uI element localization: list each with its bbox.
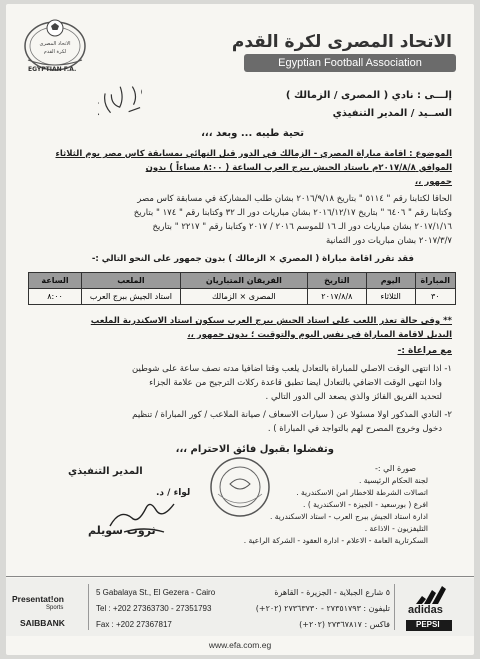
considerations-heading: مع مراعاة :-: [397, 346, 452, 356]
fax-arabic: فاكس : ٢٧٣٦٧٨١٧ (٢٠٢+): [299, 620, 390, 629]
svg-text:الاتحاد المصرى: الاتحاد المصرى: [39, 41, 71, 47]
sponsor-presentation-logo: Presentat!on: [12, 594, 64, 604]
handwritten-date-annotation: [98, 66, 142, 140]
footer: [6, 578, 474, 636]
paragraph-line-3: ٢٠١٧/١/١٦ بشان مباريات دور الـ ١٦ للموسم ٢٠١٦ / ٢٠١٧ وكتابنا رقم " ٢٢١٧ " بتاريخ: [152, 222, 452, 232]
signatory-rank: لواء / د.: [156, 488, 191, 498]
footer-separator: [88, 584, 89, 630]
address-english: 5 Gabalaya St., El Gezera - Cairo: [96, 588, 216, 597]
signatory-name: ثروت سويلم: [88, 524, 156, 537]
copy-recipient: السكرتارية العامة - الاعلام - ادارة العقود - الشركة الراعية .: [243, 536, 428, 545]
svg-text:لكرة القدم: لكرة القدم: [43, 49, 67, 55]
copy-recipient: اتصالات الشرطة للاخطار امن الاسكندرية .: [296, 488, 428, 497]
table-cell: الثلاثاء: [366, 289, 415, 305]
decision-line: فقد تقرر اقامة مباراة ( المصري × الزمالك ) بدون جمهور على النحو التالي :-: [91, 254, 414, 264]
column-header: الساعة: [29, 273, 82, 289]
column-header: الفريقان المتباريان: [180, 273, 307, 289]
column-header: التاريخ: [307, 273, 366, 289]
alternate-venue-note-2: البديل لاقامة المباراة في نفس اليوم والتوقيت ؛ بدون جمهور ،،: [187, 330, 452, 340]
adidas-stripes-icon: [410, 586, 450, 604]
rule-2-line-2: دخول وخروج المصرح لهم بالتواجد في المباراة ) .: [267, 424, 442, 434]
subject-line-1: الموضوع : اقامة مباراة المصري - الزمالك في الدور قبل النهائي بمسابقة كاس مصر يوم الثلاثاء: [55, 149, 452, 159]
paragraph-line-4: ٢٠١٧/٣/٧ بشان مباريات دور الثمانية: [326, 236, 452, 246]
copy-recipient: ادارة استاد الجيش ببرج العرب - استاد الاسكندرية .: [269, 512, 428, 521]
footer-separator: [394, 584, 395, 630]
copy-recipient: افرع ( بورسعيد - الجيزة - الاسكندرية ) .: [303, 500, 428, 509]
table-header-row: [29, 273, 456, 289]
table-cell: ٨:٠٠: [29, 289, 82, 305]
paragraph-line-2: وكتابنا رقم " ٦٤٠٦ " بتاريخ ٢٠١٦/١٢/١٧ بشان مباريات دور الـ ٣٢ وكتابنا رقم " ١٧٤ " بتاريخ: [133, 208, 452, 218]
subject-line-2: الموافق ٢٠١٧/٨/٨م باستاد الجيش ببرج العرب الساعة ( ٨:٠٠ مساءاً ) بدون: [145, 163, 452, 173]
column-header: المباراة: [415, 273, 455, 289]
sponsor-pepsi-logo: PEPSI: [416, 620, 440, 629]
rule-1-line-3: لتحديد الفريق الفائز والذي يصعد الى الدور التالي .: [265, 392, 442, 402]
addressee-line: إلـــى : نادي ( المصرى / الزمالك ): [285, 90, 452, 101]
table-cell: ٢٠١٧/٨/٨: [307, 289, 366, 305]
efa-emblem-icon: [20, 14, 90, 84]
table-cell: استاد الجيش ببرج العرب: [82, 289, 181, 305]
table-row: [29, 289, 456, 305]
table-cell: المصرى × الزمالك: [180, 289, 307, 305]
address-arabic: ٥ شارع الجبلاية - الجزيرة - القاهرة: [274, 588, 390, 597]
greeting: تحية طيبه ... وبعد ،،،: [201, 128, 304, 139]
fax-english: Fax : +202 27367817: [96, 620, 172, 629]
paragraph-line-1: الحاقا لكتابنا رقم " ٥١١٤ " بتاريخ ٢٠١٦/٩/١٨ بشان طلب المشاركة في مسابقة كاس مصر: [137, 194, 452, 204]
website-url[interactable]: www.efa.com.eg: [208, 640, 272, 650]
closing-line: وتفضلوا بقبول فائق الاحترام ،،،: [175, 444, 334, 455]
sponsor-saib-logo: SAIBBANK: [20, 618, 65, 628]
rule-1-line-2: واذا انتهى الوقت الاضافي بالتعادل ايضا تطبق قاعدة ركلات الترجيح من علامة الجزاء: [149, 378, 442, 388]
attention-line: الســيد / المدير التنفيذي: [332, 108, 452, 119]
sponsor-presentation-subtitle: Sports: [46, 605, 64, 611]
copy-recipient: التليفزيون - الاذاعة .: [364, 524, 428, 533]
phone-english: Tel : +202 27363730 - 27351793: [96, 604, 212, 613]
rule-2-line-1: ٢- النادي المذكور اولا مسئولا عن ( سيارات الاسعاف / صيانة الملاعب / كور المباراة / تنظيم: [132, 410, 452, 420]
emblem-caption: EGYPTIAN F.A.: [28, 66, 77, 73]
official-stamp-icon: [208, 454, 272, 520]
column-header: الملعب: [82, 273, 181, 289]
phone-arabic: تليفون : ٢٧٣٥١٧٩٣ - ٢٧٣٦٣٧٣٠ (٢٠٢+): [255, 604, 390, 613]
match-schedule-table: [28, 272, 456, 305]
letter-page: [6, 4, 474, 655]
copy-recipient: لجنة الحكام الرئيسية .: [358, 476, 428, 485]
rule-1-line-1: ١- اذا انتهى الوقت الاصلي للمباراة بالتعادل يلعب وقتا اضافيا مدته نصف ساعة على شوطين: [132, 364, 452, 374]
subject-line-3: جمهور ،،: [414, 177, 452, 187]
column-header: اليوم: [366, 273, 415, 289]
federation-title-english: Egyptian Football Association: [278, 57, 422, 69]
sponsor-adidas-logo: adidas: [408, 604, 443, 616]
footer-divider: [6, 576, 474, 577]
signatory-title: المدير التنفيذي: [68, 466, 143, 477]
table-cell: ٣٠: [415, 289, 455, 305]
federation-title-arabic: الاتحاد المصرى لكرة القدم: [231, 32, 452, 52]
copies-heading: صورة الي :-: [375, 464, 416, 473]
alternate-venue-note-1: ** وفى حالة تعذر اللعب على استاد الجيش ببرج العرب سيكون استاد الاسكندرية الملعب: [90, 316, 452, 326]
